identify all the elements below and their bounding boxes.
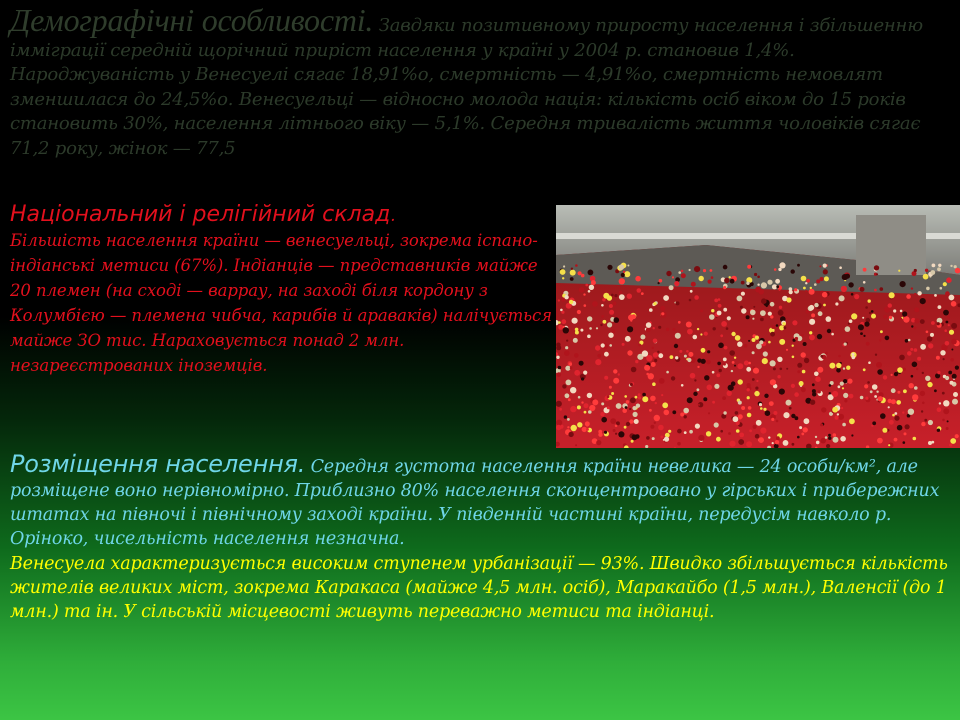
national-text: Більшість населення країни — венесуельці, зокрема іспано-індіанські метиси (67%). Індіанців — представників майже 20 племен (на сході — варрау, на заході біля кордону з Колумбією — племена чибча, карибів й араваків) налічується майже ЗО тис. Нараховується понад 2 млн. незареєстрованих іноземців. — [10, 231, 553, 375]
placement-paragraph — [10, 452, 950, 551]
urbanization-paragraph: Венесуела характеризується високим ступенем урбанізації — 93%. Швидко збільшується кількість жителів великих міст, зокрема Каракаса (майже 4,5 млн. осіб), Маракайбо (1,5 млн.), Валенсії (до 1 млн.) та ін. У сільській місцевості живуть переважно метиси та індіанці. — [10, 554, 948, 622]
national-heading-line — [10, 202, 555, 228]
crowd-photo-icon — [556, 205, 960, 448]
demographic-section — [10, 2, 950, 161]
national-heading: Національний і релігійний склад — [10, 202, 391, 227]
national-heading-dot: . — [390, 206, 396, 225]
placement-section — [10, 452, 950, 624]
placement-heading: Розміщення населення. — [10, 450, 306, 478]
placement-text: Середня густота населення країни невелика — 24 особи/км², але розміщене воно нерівномірно. Приблизно 80% населення сконцентровано у гірських і прибережних штатах на півночі і північному заході країни. У південній частині країни, передусім навколо р. Оріноко, чисельність населення незначна. — [10, 457, 940, 549]
demographic-heading: Демографічні особливості. — [10, 2, 374, 38]
national-section — [10, 202, 555, 378]
crowd-photo-drawing — [556, 205, 960, 448]
demographic-text: Завдяки позитивному приросту населення і збільшенню імміграції середній щорічний приріст населення у країні у 2004 р. становив 1,4%. Народжуваність у Венесуелі сягає 18,91%о, смертність — 4,91%о, смертність немовлят зменшилася до 24,5%о. Венесуельці — відносно молода нація: кількість осіб віком до 15 років становить 30%, населення літнього віку — 5,1%. Середня тривалість життя чоловіків сягає 71,2 року, жінок — 77,5 — [10, 15, 923, 159]
